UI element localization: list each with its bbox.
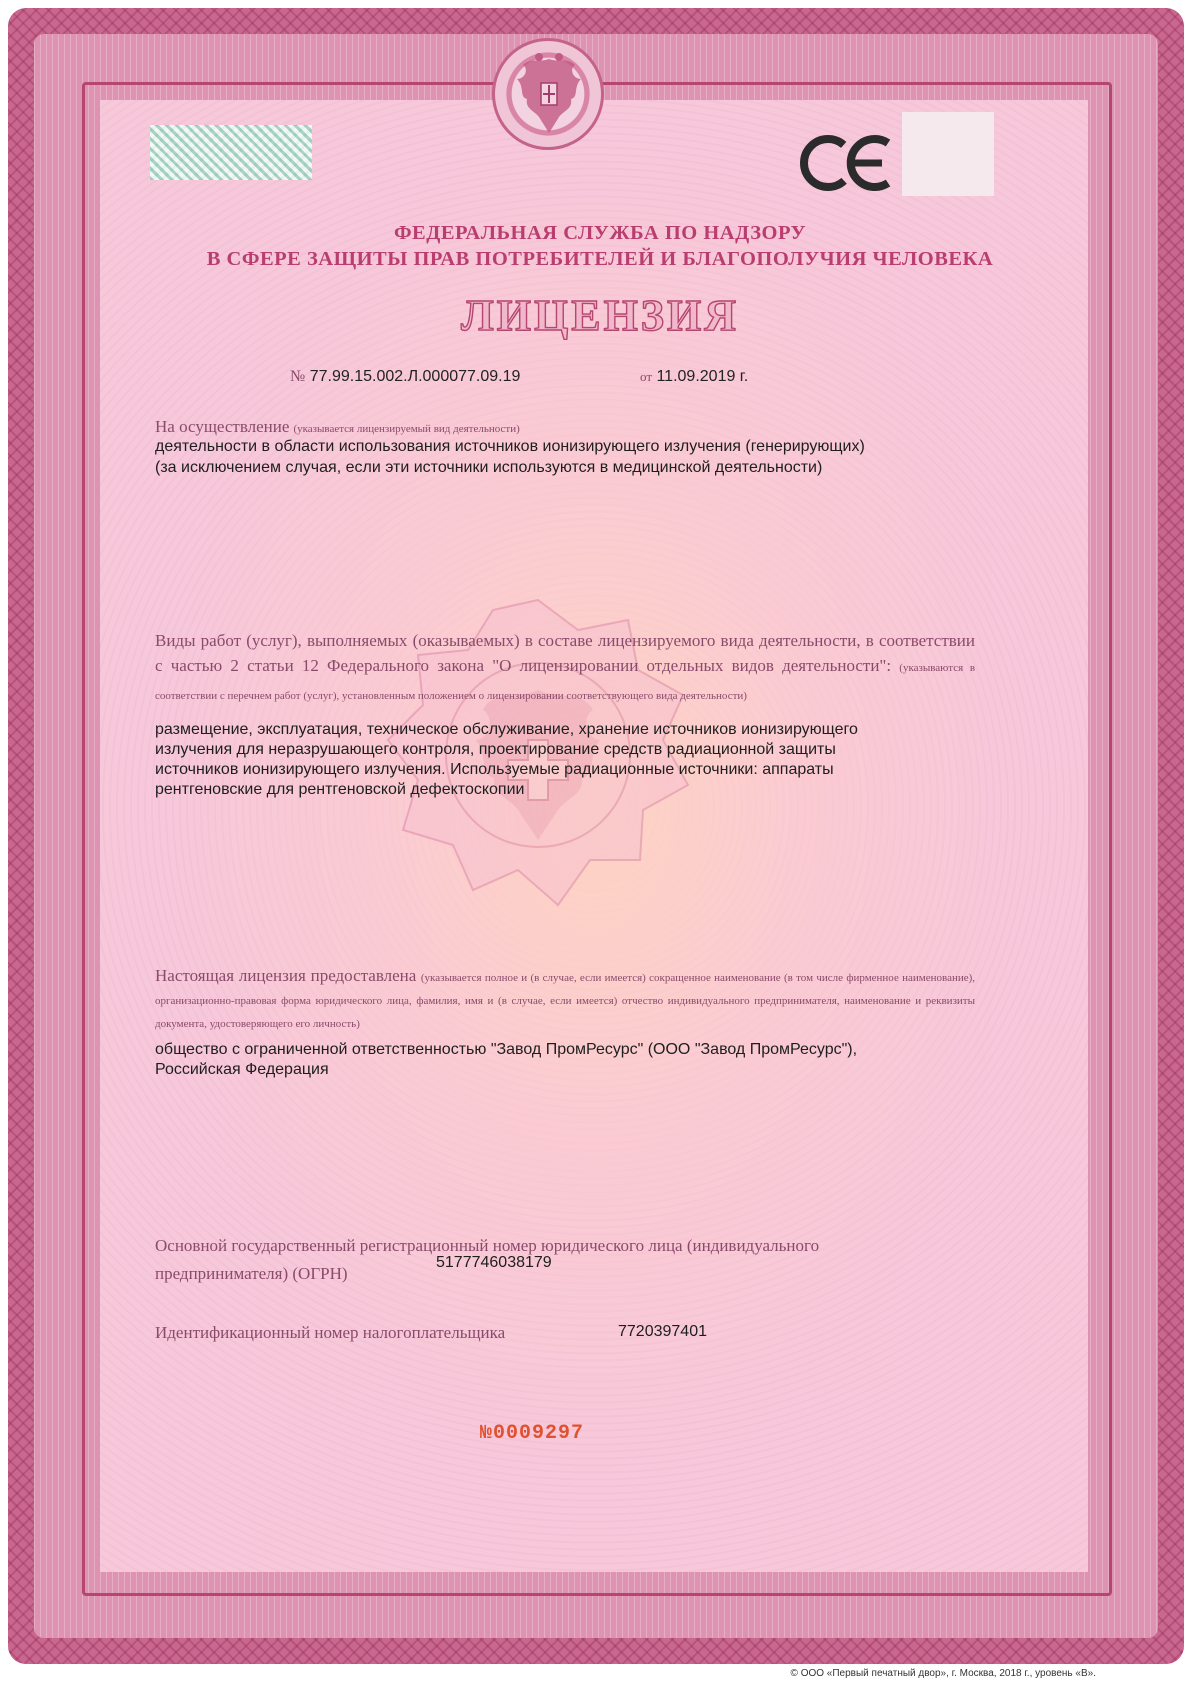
stamp-area [902,112,994,196]
activity-line-2: (за исключением случая, если эти источники используются в медицинской деятельности) [155,459,823,476]
works-line-1: размещение, эксплуатация, техническое обслуживание, хранение источников ионизирующего [155,721,858,738]
works-line-3: источников ионизирующего излучения. Используемые радиационные источники: аппараты [155,761,834,778]
date-prefix: от [640,369,653,384]
title-text: ЛИЦЕНЗИЯ [460,291,740,340]
issuer-header [100,220,1100,272]
license-date-value: 11.09.2019 г. [656,368,749,385]
works-label [155,628,975,709]
license-number-value: 77.99.15.002.Л.000077.09.19 [309,368,521,385]
issuer-line-2: В СФЕРЕ ЗАЩИТЫ ПРАВ ПОТРЕБИТЕЛЕЙ И БЛАГОПОЛУЧИЯ ЧЕЛОВЕКА [206,248,994,270]
licensee-line-1: общество с ограниченной ответственностью "Завод ПромРесурс" (ООО "Завод ПромРесурс"), [155,1041,858,1058]
licensee-label-text: Настоящая лицензия предоставлена [155,966,417,985]
activity-hint: (указывается лицензируемый вид деятельности) [293,423,520,435]
number-prefix: № [290,368,306,385]
hologram-icon [150,125,312,180]
license-date [640,368,748,386]
inn-value: 7720397401 [618,1323,707,1340]
ogrn-label-line-1: Основной государственный регистрационный номер юридического лица (индивидуального [155,1236,820,1255]
licensee-line-2: Российская Федерация [155,1061,329,1078]
activity-line-1: деятельности в области использования источников ионизирующего излучения (генерирующих) [155,438,865,455]
inn-label: Идентификационный номер налогоплательщика [155,1323,506,1342]
state-emblem-icon [492,38,604,150]
licensee-label [155,965,975,1035]
works-label-text: Виды работ (услуг), выполняемых (оказываемых) в составе лицензируемого вида деятельности, в соответствии с частью 2 статьи 12 Федерального закона "О лицензировании отдельных видов деятельности": [155,631,975,675]
works-hint: (указываются в соответствии с перечнем работ (услуг), установленным положением о лицензировании соответствующего вида деятельности) [155,662,976,702]
se-mark-icon [798,133,894,193]
licensee-hint: (указывается полное и (в случае, если имеется) сокращенное наименование (в том числе фирменное наименование), организационно-правовая форма юридического лица, фамилия, имя и (в случае, если имеется) отчество индивидуального предпринимателя, наименование и реквизиты документа, удостоверяющего его личность) [155,972,976,1030]
ogrn-value: 5177746038179 [436,1254,552,1271]
works-line-2: излучения для неразрушающего контроля, проектирование средств радиационной защиты [155,741,836,758]
blank-serial-number: №0009297 [480,1422,585,1445]
ogrn-label-line-2: предпринимателя) (ОГРН) [155,1264,348,1283]
document-title [380,290,820,340]
license-number [290,368,520,386]
activity-label-text: На осуществление [155,417,290,436]
printer-imprint: © ООО «Первый печатный двор», г. Москва, 2018 г., уровень «В». [790,1668,1096,1679]
issuer-line-1: ФЕДЕРАЛЬНАЯ СЛУЖБА ПО НАДЗОРУ [393,222,807,244]
ogrn-label [155,1232,975,1288]
works-line-4: рентгеновские для рентгеновской дефектоскопии [155,781,525,798]
